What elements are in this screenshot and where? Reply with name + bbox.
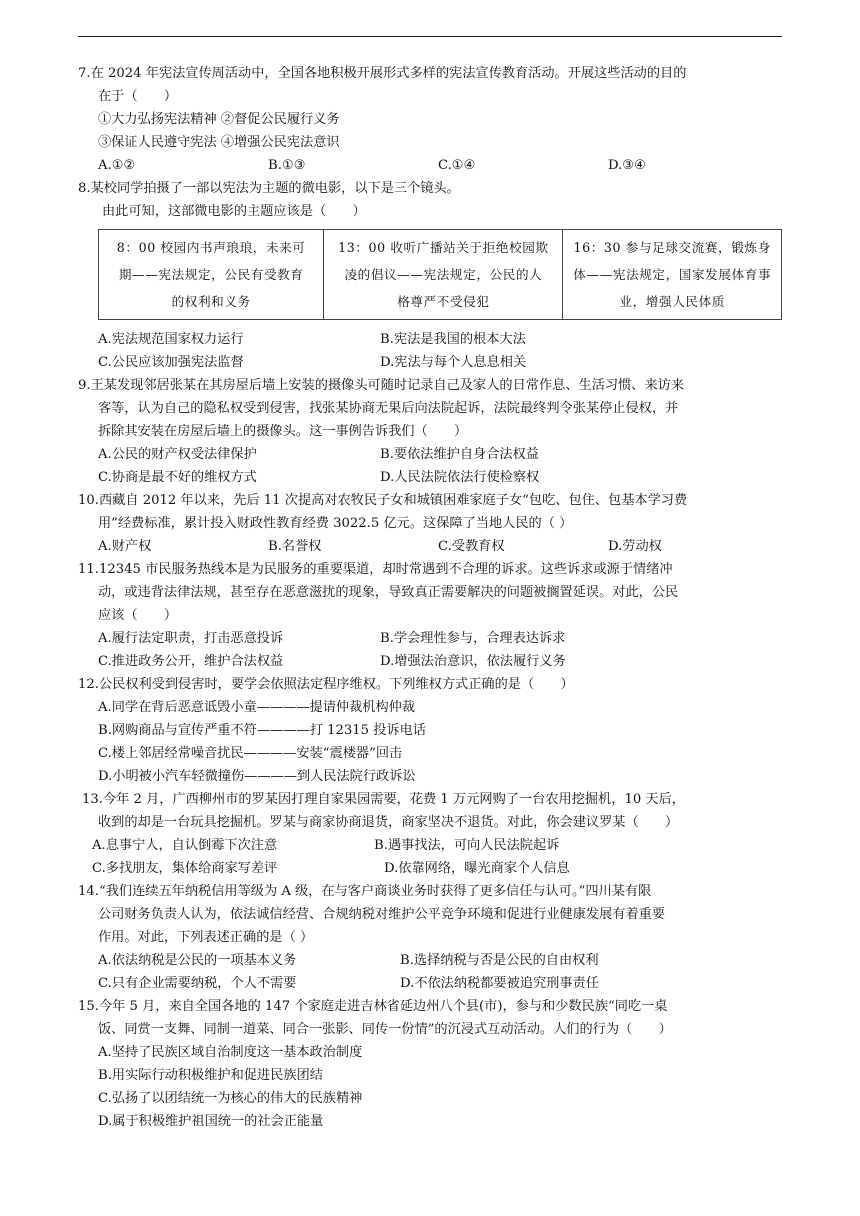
option-d: D.小明被小汽车轻微撞伤————到人民法院行政诉讼 [98,769,416,784]
option-a: A.财产权 [98,539,152,554]
scene-text: 体——宪法规定，国家发展体育事 [573,267,772,282]
option-c: C.公民应该加强宪法监督 [98,355,244,370]
option-b: B.选择纳税与否是公民的自由权利 [400,953,599,968]
scene-cell-1 [99,230,324,320]
options-row [78,949,788,972]
option-b: B.遇事找法，可向人民法院起诉 [374,838,560,853]
option-a: A.同学在背后恶意诋毁小童————提请仲裁机构仲裁 [98,700,416,715]
question-stem: 收到的却是一台玩具挖掘机。罗某与商家协商退货，商家坚决不退货。对此，你会建议罗某（ ） [98,815,679,830]
statement: ③保证人民遵守宪法 ④增强公民宪法意识 [98,135,340,150]
question-stem: 公司财务负责人认为，依法诚信经营、合规纳税对维护公平竞争环境和促进行业健康发展有着重要 [98,907,666,922]
options-row [78,650,788,673]
option-d: D.宪法与每个人息息相关 [380,355,527,370]
question-stem: 7.在 2024 年宪法宣传周活动中，全国各地积极开展形式多样的宪法宣传教育活动。开展这些活动的目的 [78,66,687,81]
option-a: A.①② [98,158,136,173]
scene-text: 凌的倡议——宪法规定，公民的人 [344,267,543,282]
statement: ①大力弘扬宪法精神 ②督促公民履行义务 [98,112,340,127]
option-d: D.劳动权 [608,539,662,554]
question-13 [78,788,788,880]
question-9 [78,374,788,489]
option-c: C.楼上邻居经常噪音扰民————安装“震楼器”回击 [98,746,403,761]
options-row [78,627,788,650]
options-row [78,834,788,857]
scene-text: 13：00 收听广播站关于拒绝校园欺 [338,240,549,255]
option-c: C.推进政务公开，维护合法权益 [98,654,284,669]
question-15 [78,995,788,1133]
question-stem: 10.西藏自 2012 年以来，先后 11 次提高对农牧民子女和城镇困难家庭子女“包吃、包住、包基本学习费 [78,493,688,508]
option-c: C.多找朋友，集体给商家写差评 [92,861,278,876]
option-a: A.履行法定职责，打击恶意投诉 [98,631,284,646]
question-stem: 用”经费标准，累计投入财政性教育经费 3022.5 亿元。这保障了当地人民的（ ） [98,516,573,531]
options-row [78,535,788,558]
option-a: A.依法纳税是公民的一项基本义务 [98,953,297,968]
option-b: B.网购商品与宣传严重不符————打 12315 投诉电话 [98,723,426,738]
option-b: B.名誉权 [268,539,322,554]
scene-cell-3 [563,230,782,320]
option-d: D.不依法纳税都要被追究刑事责任 [400,976,599,991]
option-a: A.坚持了民族区域自治制度这一基本政治制度 [98,1045,363,1060]
scene-text: 业，增强人民体质 [619,294,725,309]
options-row [78,443,788,466]
question-stem: 作用。对此，下列表述正确的是（ ） [98,930,314,945]
option-b: B.用实际行动积极维护和促进民族团结 [98,1068,323,1083]
header-rule [78,36,782,37]
scene-text: 期——宪法规定，公民有受教育 [118,267,304,282]
question-11 [78,558,788,673]
option-c: C.受教育权 [438,539,505,554]
option-d: D.③④ [608,158,646,173]
question-stem: 饭、同赏一支舞、同制一道菜、同合一张影、同传一份情”的沉浸式互动活动。人们的行为（ ） [98,1022,672,1037]
question-8 [78,177,788,374]
option-b: B.宪法是我国的根本大法 [380,332,526,347]
option-a: A.息事宁人，自认倒霉下次注意 [92,838,278,853]
scene-text: 的权利和义务 [171,294,251,309]
question-stem: 11.12345 市民服务热线本是为民服务的重要渠道，却时常遇到不合理的诉求。这些诉求或源于情绪冲 [78,562,673,577]
option-d: D.属于积极维护祖国统一的社会正能量 [98,1114,324,1129]
option-c: C.弘扬了以团结统一为核心的伟大的民族精神 [98,1091,363,1106]
question-14 [78,880,788,995]
question-stem: 由此可知，这部微电影的主题应该是（ ） [102,204,366,219]
option-c: C.只有企业需要纳税，个人不需要 [98,976,297,991]
options-row [78,466,788,489]
option-a: A.公民的财产权受法律保护 [98,447,257,462]
question-stem: 12.公民权利受到侵害时，要学会依照法定程序维权。下列维权方式正确的是（ ） [78,677,574,692]
options-row [78,328,788,351]
question-7 [78,62,788,177]
option-c: C.①④ [438,158,476,173]
question-list [78,62,788,1133]
question-stem: 15.今年 5 月，来自全国各地的 147 个家庭走进吉林省延边州八个县(市)，参与和少数民族“同吃一桌 [78,999,668,1014]
scene-text: 格尊严不受侵犯 [397,294,490,309]
options-row [78,857,788,880]
option-b: B.学会理性参与，合理表达诉求 [380,631,566,646]
scene-text: 16：30 参与足球交流赛，锻炼身 [573,240,771,255]
option-d: D.增强法治意识，依法履行义务 [380,654,566,669]
options-row [78,972,788,995]
option-a: A.宪法规范国家权力运行 [98,332,244,347]
question-stem: 拆除其安装在房屋后墙上的摄像头。这一事例告诉我们（ ） [98,424,468,439]
question-stem: 9.王某发现邻居张某在其房屋后墙上安装的摄像头可随时记录自己及家人的日常作息、生活习惯、来访来 [78,378,685,393]
question-12 [78,673,788,788]
question-stem: 8.某校同学拍摄了一部以宪法为主题的微电影，以下是三个镜头。 [78,181,460,196]
question-stem: 14.“我们连续五年纳税信用等级为 A 级，在与客户商谈业务时获得了更多信任与认可。”四川某有限 [78,884,652,899]
scene-table [98,229,782,320]
question-stem: 客等，认为自己的隐私权受到侵害，找张某协商无果后向法院起诉，法院最终判令张某停止侵权，并 [98,401,679,416]
option-b: B.①③ [268,158,306,173]
question-stem: 动，或违背法律法规，甚至存在恶意滋扰的现象，导致真正需要解决的问题被搁置延误。对此，公民 [98,585,679,600]
options-row [78,351,788,374]
option-b: B.要依法维护自身合法权益 [380,447,539,462]
question-stem: 在于（ ） [98,89,178,104]
option-d: D.人民法院依法行使检察权 [380,470,540,485]
question-stem: 13.今年 2 月，广西柳州市的罗某因打理自家果园需要，花费 1 万元网购了一台农用挖掘机，10 天后， [82,792,685,807]
question-stem: 应该（ ） [98,608,178,623]
question-10 [78,489,788,558]
options-row [78,154,788,177]
scene-text: 8：00 校园内书声琅琅，未来可 [116,240,306,255]
scene-cell-2 [324,230,563,320]
option-c: C.协商是最不好的维权方式 [98,470,257,485]
option-d: D.依靠网络，曝光商家个人信息 [384,861,570,876]
